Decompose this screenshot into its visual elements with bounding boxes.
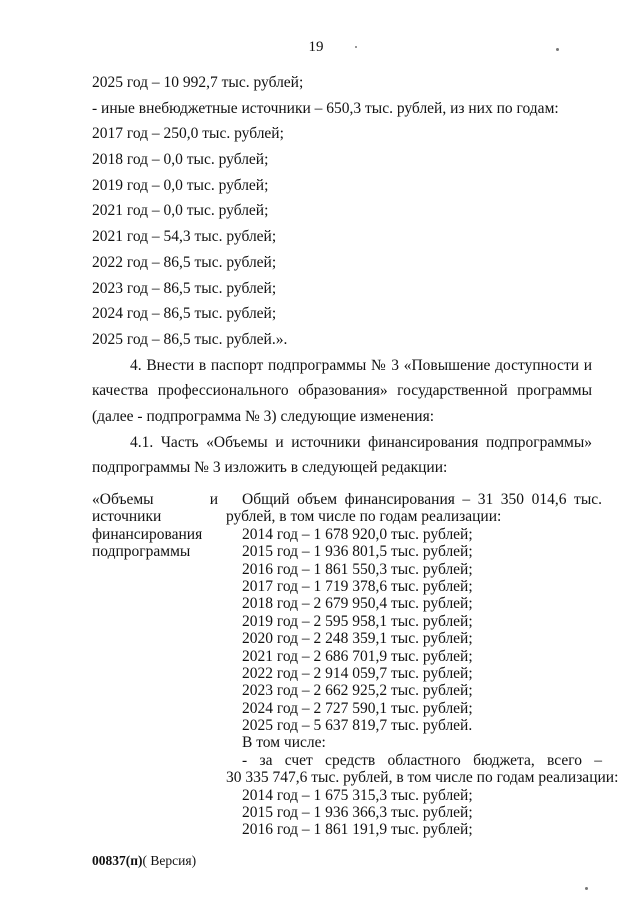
left-cell-line-3: финансирования — [92, 525, 203, 543]
year-total-line: 2018 год – 2 679 950,4 тыс. рублей; — [242, 595, 473, 613]
including-label: В том числе: — [242, 734, 326, 752]
financing-lines — [92, 70, 592, 353]
year-total-line: 2022 год – 2 914 059,7 тыс. рублей; — [242, 664, 473, 682]
years-total-list — [226, 526, 602, 735]
financing-line: 2023 год – 86,5 тыс. рублей; — [92, 279, 277, 297]
year-regional-line: 2014 год – 1 675 315,3 тыс. рублей; — [242, 786, 473, 804]
page-number: 19 — [308, 39, 324, 55]
year-total-line: 2017 год – 1 719 378,6 тыс. рублей; — [242, 577, 473, 595]
total-financing-line-2: рублей, в том числе по годам реализации: — [226, 508, 502, 526]
regional-budget-line-2: 30 335 747,6 тыс. рублей, в том числе по годам реализации: — [226, 769, 619, 787]
paragraph-4-line-3: (далее - подпрограмма № 3) следующие изменения: — [92, 407, 435, 425]
years-regional-list — [226, 787, 602, 839]
financing-line: - иные внебюджетные источники – 650,3 тыс. рублей, из них по годам: — [92, 99, 559, 117]
left-cell-line-4: подпрограммы — [92, 543, 191, 561]
left-cell-line-1 — [92, 491, 218, 508]
year-total-line: 2014 год – 1 678 920,0 тыс. рублей; — [242, 525, 473, 543]
financing-line: 2025 год – 10 992,7 тыс. рублей; — [92, 74, 304, 91]
year-total-line: 2023 год – 2 662 925,2 тыс. рублей; — [242, 682, 473, 700]
year-regional-line: 2015 год – 1 936 366,3 тыс. рублей; — [242, 804, 473, 822]
year-total-line: 2019 год – 2 595 958,1 тыс. рублей; — [242, 612, 473, 630]
table-left-cell — [92, 491, 225, 561]
financing-line: 2019 год – 0,0 тыс. рублей; — [92, 176, 269, 194]
financing-line: 2018 год – 0,0 тыс. рублей; — [92, 151, 269, 169]
document-version: ( Версия) — [142, 853, 197, 868]
year-total-line: 2016 год – 1 861 550,3 тыс. рублей; — [242, 560, 473, 578]
paragraph-4-line-2: качества профессионального образования» государственной программы — [92, 382, 592, 400]
financing-line: 2017 год – 250,0 тыс. рублей; — [92, 125, 284, 143]
year-total-line: 2021 год – 2 686 701,9 тыс. рублей; — [242, 647, 473, 665]
paragraph-4-1-line-2: подпрограммы № 3 изложить в следующей редакции: — [92, 459, 448, 477]
regional-budget-line-1: - за счет средств областного бюджета, всего – — [242, 751, 602, 769]
year-regional-line: 2016 год – 1 861 191,9 тыс. рублей; — [242, 821, 473, 839]
document-body — [92, 70, 592, 481]
document-version-code — [92, 853, 196, 869]
total-financing-line-1: Общий объем финансирования – 31 350 014,6 тыс. — [242, 491, 602, 508]
paragraph-4-1-line-1: 4.1. Часть «Объемы и источники финансирования подпрограммы» — [130, 433, 592, 451]
financing-line: 2025 год – 86,5 тыс. рублей.». — [92, 330, 288, 348]
scan-speck — [355, 46, 357, 48]
scan-speck — [585, 887, 588, 890]
financing-line: 2021 год – 0,0 тыс. рублей; — [92, 202, 269, 220]
year-total-line: 2015 год – 1 936 801,5 тыс. рублей; — [242, 543, 473, 561]
year-total-line: 2024 год – 2 727 590,1 тыс. рублей; — [242, 699, 473, 717]
financing-line: 2021 год – 54,3 тыс. рублей; — [92, 228, 277, 246]
year-total-line: 2020 год – 2 248 359,1 тыс. рублей; — [242, 630, 473, 648]
document-code: 00837(п) — [92, 853, 143, 868]
left-cell-word-objemy: «Объемы — [92, 491, 154, 508]
financing-line: 2022 год – 86,5 тыс. рублей; — [92, 253, 277, 271]
financing-line: 2024 год – 86,5 тыс. рублей; — [92, 305, 277, 323]
table-right-cell — [226, 491, 619, 839]
left-cell-word-i: и — [209, 491, 218, 508]
year-total-line: 2025 год – 5 637 819,7 тыс. рублей. — [242, 717, 473, 735]
paragraph-4-line-1: 4. Внести в паспорт подпрограммы № 3 «Повышение доступности и — [130, 356, 592, 374]
scan-speck — [556, 48, 559, 51]
left-cell-line-2: источники — [92, 508, 162, 526]
